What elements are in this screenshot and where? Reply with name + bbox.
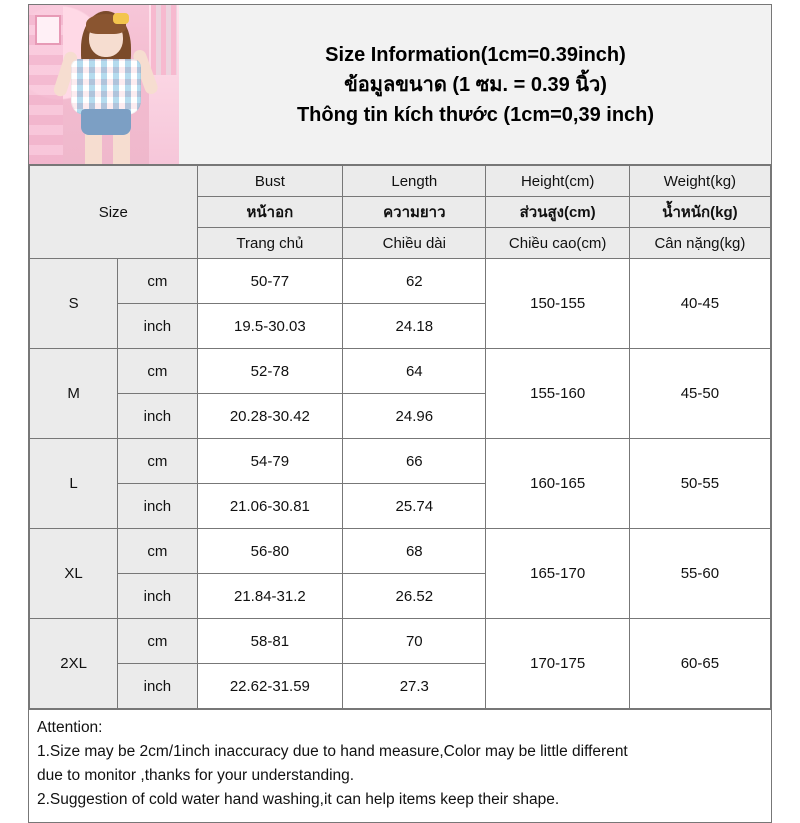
row-bust-inch-l: 21.06-30.81 (197, 484, 343, 529)
size-table (29, 165, 771, 709)
table-row (30, 259, 771, 304)
row-length-inch-xl: 26.52 (343, 574, 486, 619)
row-height-2xl: 170-175 (486, 619, 629, 709)
header-height-en: Height(cm) (486, 166, 629, 197)
title-line-vi: Thông tin kích thước (1cm=0,39 inch) (296, 103, 655, 126)
row-size-label-m: M (30, 349, 118, 439)
table-row (30, 349, 771, 394)
table-header-row-en (30, 166, 771, 197)
row-size-label-s: S (30, 259, 118, 349)
row-unit-inch-2xl: inch (118, 664, 197, 709)
model-right-leg (113, 131, 130, 164)
row-bust-cm-s: 50-77 (197, 259, 343, 304)
row-bust-cm-m: 52-78 (197, 349, 343, 394)
row-height-m: 155-160 (486, 349, 629, 439)
header-section (29, 5, 771, 165)
row-weight-xl: 55-60 (629, 529, 770, 619)
row-height-xl: 165-170 (486, 529, 629, 619)
row-length-inch-m: 24.96 (343, 394, 486, 439)
row-bust-inch-s: 19.5-30.03 (197, 304, 343, 349)
row-length-cm-xl: 68 (343, 529, 486, 574)
photo-image (29, 5, 179, 164)
row-bust-inch-m: 20.28-30.42 (197, 394, 343, 439)
header-bust-vi: Trang chủ (197, 228, 343, 259)
header-length-th: ความยาว (343, 197, 486, 228)
header-height-vi: Chiều cao(cm) (486, 228, 629, 259)
row-length-inch-2xl: 27.3 (343, 664, 486, 709)
row-height-s: 150-155 (486, 259, 629, 349)
title-block (180, 5, 771, 164)
model-hair-bow (113, 13, 129, 24)
table-row (30, 439, 771, 484)
row-bust-cm-xl: 56-80 (197, 529, 343, 574)
attention-line-1: 1.Size may be 2cm/1inch inaccuracy due to hand measure,Color may be little different (37, 743, 628, 761)
row-size-label-xl: XL (30, 529, 118, 619)
size-chart-sheet (28, 4, 772, 823)
attention-line-3: 2.Suggestion of cold water hand washing,it can help items keep their shape. (37, 791, 560, 809)
header-length-en: Length (343, 166, 486, 197)
row-unit-inch-l: inch (118, 484, 197, 529)
model-left-leg (85, 131, 102, 164)
row-unit-cm-m: cm (118, 349, 197, 394)
title-line-th: ข้อมูลขนาด (1 ซม. = 0.39 นิ้ว) (344, 73, 607, 96)
row-unit-cm-2xl: cm (118, 619, 197, 664)
header-height-th: ส่วนสูง(cm) (486, 197, 629, 228)
row-unit-inch-xl: inch (118, 574, 197, 619)
row-bust-cm-2xl: 58-81 (197, 619, 343, 664)
header-length-vi: Chiều dài (343, 228, 486, 259)
row-bust-inch-xl: 21.84-31.2 (197, 574, 343, 619)
row-bust-cm-l: 54-79 (197, 439, 343, 484)
row-unit-cm-s: cm (118, 259, 197, 304)
title-line-en: Size Information(1cm=0.39inch) (325, 43, 626, 66)
row-height-l: 160-165 (486, 439, 629, 529)
row-unit-cm-xl: cm (118, 529, 197, 574)
row-length-cm-2xl: 70 (343, 619, 486, 664)
row-weight-l: 50-55 (629, 439, 770, 529)
row-weight-s: 40-45 (629, 259, 770, 349)
row-size-label-2xl: 2XL (30, 619, 118, 709)
row-length-cm-s: 62 (343, 259, 486, 304)
model-shorts (81, 109, 131, 135)
header-bust-th: หน้าอก (197, 197, 343, 228)
header-weight-th: น้ำหนัก(kg) (629, 197, 770, 228)
header-size-label: Size (30, 166, 198, 259)
row-bust-inch-2xl: 22.62-31.59 (197, 664, 343, 709)
row-unit-inch-m: inch (118, 394, 197, 439)
attention-line-2: due to monitor ,thanks for your understanding. (37, 767, 355, 785)
header-weight-vi: Cân nặng(kg) (629, 228, 770, 259)
product-photo (29, 5, 180, 164)
row-unit-inch-s: inch (118, 304, 197, 349)
attention-section (29, 709, 771, 822)
header-bust-en: Bust (197, 166, 343, 197)
attention-heading: Attention: (37, 719, 103, 736)
table-row (30, 529, 771, 574)
row-length-inch-s: 24.18 (343, 304, 486, 349)
header-weight-en: Weight(kg) (629, 166, 770, 197)
model-plaid-top (71, 59, 141, 115)
row-length-cm-m: 64 (343, 349, 486, 394)
row-unit-cm-l: cm (118, 439, 197, 484)
row-weight-2xl: 60-65 (629, 619, 770, 709)
photo-wall-frame (35, 15, 61, 45)
row-length-inch-l: 25.74 (343, 484, 486, 529)
row-size-label-l: L (30, 439, 118, 529)
photo-curtain (151, 5, 177, 75)
row-weight-m: 45-50 (629, 349, 770, 439)
table-row (30, 619, 771, 664)
row-length-cm-l: 66 (343, 439, 486, 484)
